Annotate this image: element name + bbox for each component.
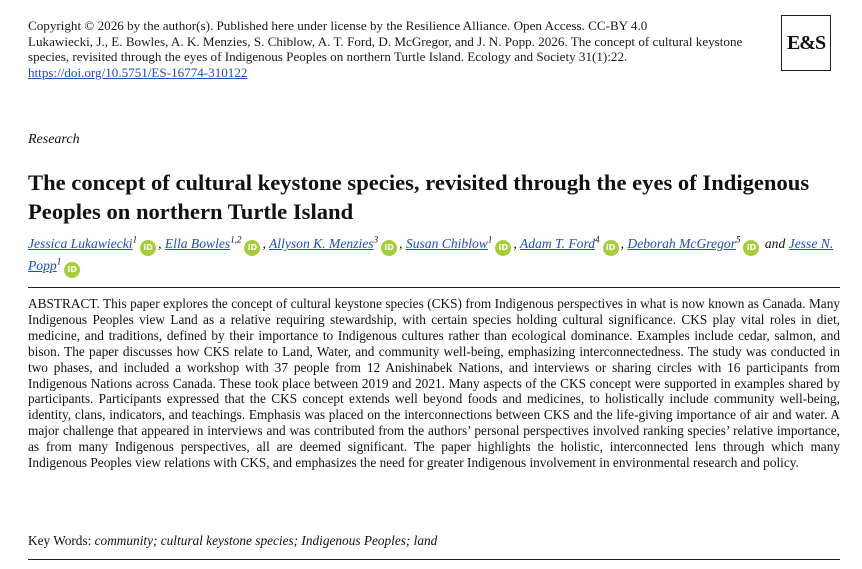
keywords-label: Key Words: — [28, 533, 92, 548]
article-title: The concept of cultural keystone species, revisited through the eyes of Indigenous Peoples on northern Turtle Island — [28, 170, 810, 224]
abstract-top-rule — [28, 287, 840, 288]
reference-text — [28, 34, 768, 81]
orcid-icon[interactable]: iD — [64, 262, 80, 278]
abstract-bottom-rule — [28, 559, 840, 560]
author-affiliation: 4 — [595, 234, 600, 245]
author-link[interactable]: Adam T. Ford — [519, 236, 596, 251]
author-affiliation: 3 — [373, 234, 379, 245]
abstract-text: ABSTRACT. This paper explores the concept of cultural keystone species (CKS) from Indigenous perspectives in what is now known as Canada. Many Indigenous Peoples view Land as a relative requiring stewardship, with certain species holding cultural significance. CKS play vital roles in diet, medicine, and traditions, defined by their importance to Indigenous cultures rather than ecological dominance. Examples include cedar, salmon, and bison. The paper discusses how CKS relate to Land, Water, and community well-being, emphasizing interconnectedness. The study was conducted in two phases, and included a workshop with 37 people from 12 Anishinabek Nations, and interviews or sharing circles with 16 participants from Indigenous Nations across Canada. These took place between 2019 and 2021. Many aspects of the CKS concept were supported in examples shared by participants. Participants expressed that the CKS concept extends well beyond foods and medicines, to holistically include community well-being, identity, clans, indicators, and teachings. Emphasis was placed on the interconnections between CKS and the life-giving importance of air and water. A major challenge that appeared in interviews and was contributed from the authors’ personal perspectives involved ranking species’ relative importance, as from many Indigenous perspectives, all are deemed significant. The paper highlights the holistic, interconnected lens through which many Indigenous Peoples view relations with CKS, and emphasizes the need for greater Indigenous involvement in environmental research and policy. — [28, 296, 840, 471]
author-separator: , — [513, 236, 520, 251]
keywords-values: community; cultural keystone species; Indigenous Peoples; land — [94, 533, 438, 548]
author-affiliation: 1 — [56, 256, 62, 267]
author-link[interactable]: Susan Chiblow — [405, 236, 488, 251]
orcid-icon[interactable]: iD — [244, 240, 260, 256]
author-list — [28, 234, 848, 278]
author-affiliation: 1 — [487, 234, 493, 245]
author-affiliation: 1 — [132, 234, 138, 245]
author-link[interactable]: Jessica Lukawiecki — [28, 236, 133, 251]
author-affiliation: 1,2 — [230, 234, 242, 245]
author-separator: , — [158, 236, 165, 251]
author-separator: , — [262, 236, 269, 251]
citation-block — [28, 18, 768, 80]
journal-logo-text: E&S — [786, 31, 826, 54]
copyright-line: Copyright © 2026 by the author(s). Published here under license by the Resilience Alliance. Open Access. CC-BY 4.0 — [28, 18, 648, 33]
author-separator: , — [399, 236, 406, 251]
author-link[interactable]: Jesse N. Popp — [28, 236, 834, 273]
orcid-icon[interactable]: iD — [381, 240, 397, 256]
journal-logo — [781, 15, 831, 71]
keywords-line — [28, 533, 840, 549]
orcid-icon[interactable]: iD — [140, 240, 156, 256]
author-separator: , — [620, 236, 628, 251]
author-affiliation: 5 — [735, 234, 741, 245]
author-link[interactable]: Deborah McGregor — [627, 236, 736, 251]
orcid-icon[interactable]: iD — [743, 240, 759, 256]
author-separator: and — [761, 236, 789, 251]
section-label: Research — [28, 132, 80, 147]
author-link[interactable]: Ella Bowles — [164, 236, 231, 251]
orcid-icon[interactable]: iD — [603, 240, 619, 256]
orcid-icon[interactable]: iD — [495, 240, 511, 256]
reference-body: Lukawiecki, J., E. Bowles, A. K. Menzies, S. Chiblow, A. T. Ford, D. McGregor, and J. N. Popp. 2026. The concept of cultural keystone species, revisited through the eyes of Indigenous Peoples on northern Turtle Island. Ecology and Society 31(1):22. — [28, 33, 743, 65]
doi-link[interactable]: https://doi.org/10.5751/ES-16774-310122 — [28, 64, 248, 80]
author-link[interactable]: Allyson K. Menzies — [269, 236, 374, 251]
